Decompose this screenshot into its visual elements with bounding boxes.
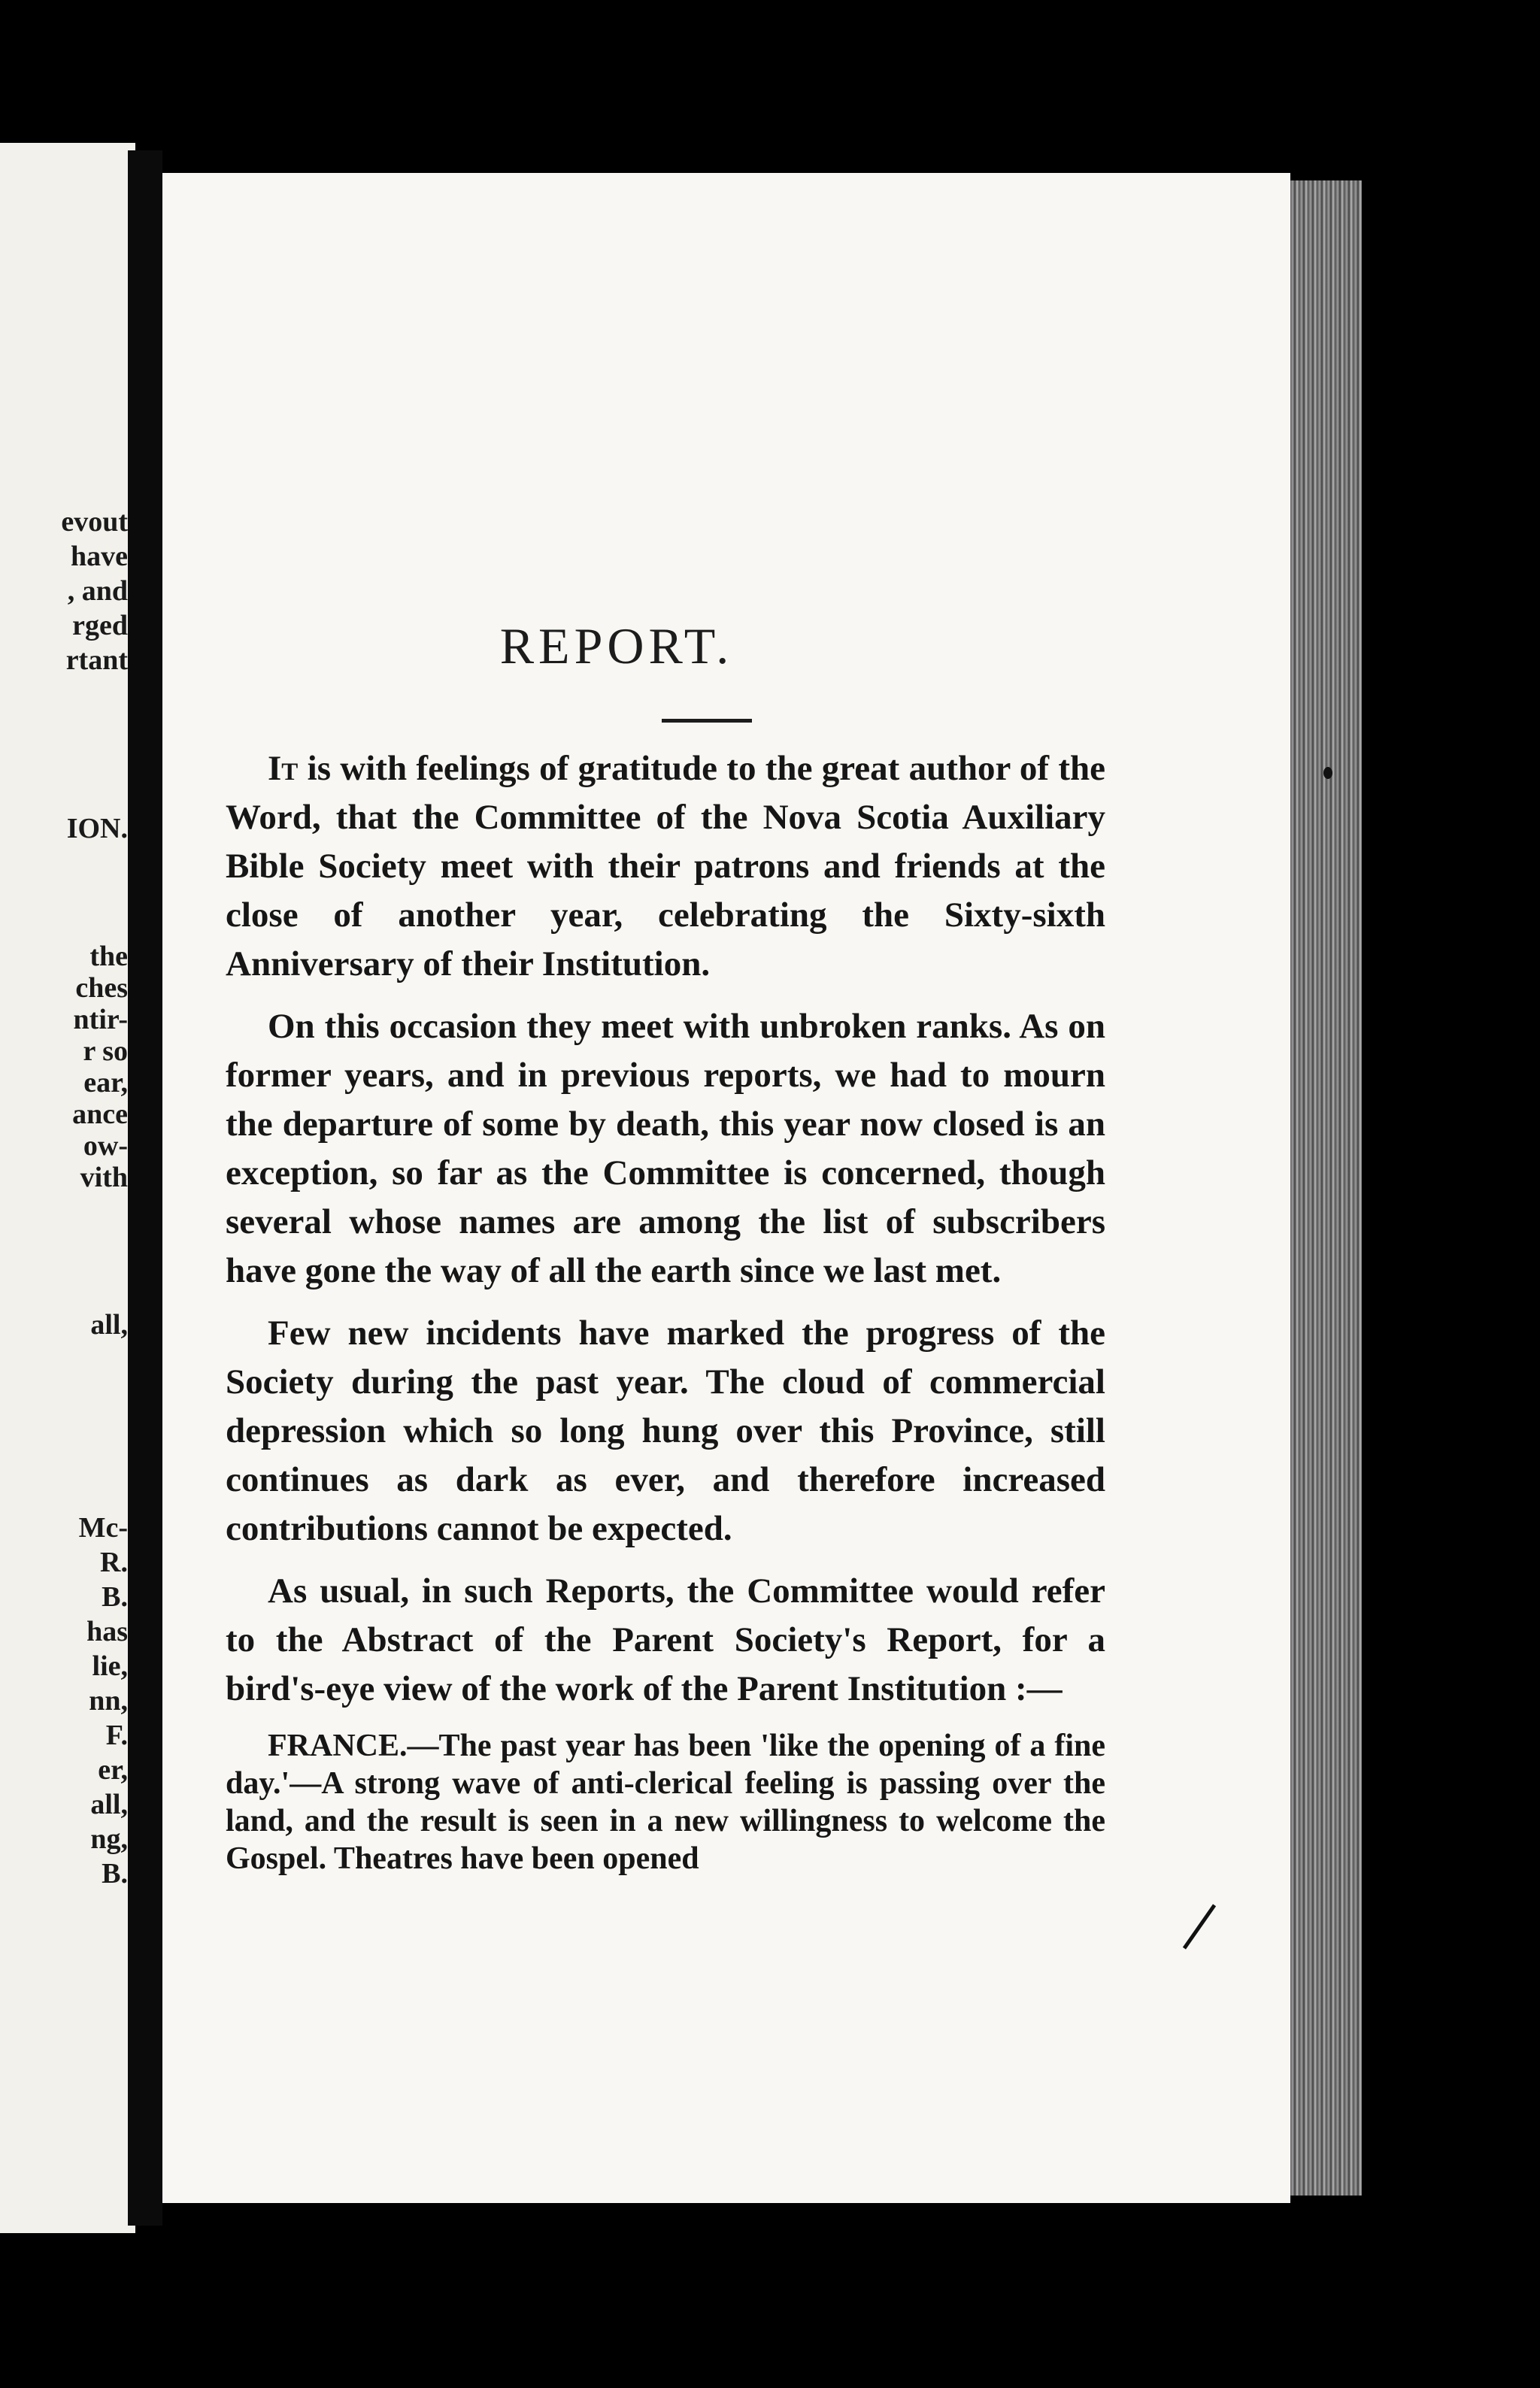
left-page-line: R. [100, 1547, 128, 1578]
left-page-line: lie, [92, 1650, 128, 1682]
left-page-line: rtant [65, 644, 128, 676]
left-page-line: have [71, 541, 128, 572]
left-page-line: the [89, 941, 128, 972]
left-page-fragment [0, 143, 135, 2233]
left-page-line: ches [75, 972, 128, 1004]
title-rule [662, 719, 752, 723]
left-page-line: all, [90, 1789, 128, 1820]
left-page-line: F. [105, 1720, 128, 1751]
page-title: REPORT. [499, 617, 734, 674]
left-page-line: Mc- [78, 1512, 128, 1544]
left-page-line: er, [98, 1754, 128, 1786]
left-page-line: has [86, 1616, 128, 1647]
left-page-line: all, [90, 1309, 128, 1341]
book-gutter [128, 150, 162, 2226]
report-body [226, 744, 1105, 1891]
left-page-line: ow- [83, 1130, 128, 1162]
left-page-line: nn, [89, 1685, 128, 1717]
paragraph-1-lead: It [268, 749, 299, 788]
left-page-line: ance [72, 1099, 128, 1130]
page-edges [1290, 180, 1362, 2196]
left-page-line: , and [67, 575, 128, 607]
left-page-line: B. [102, 1858, 128, 1889]
left-page-line: r so [83, 1035, 128, 1067]
paragraph-4: As usual, in such Reports, the Committee would refer to the Abstract of the Parent Society's Report, for a bird's-eye view of the work of the Parent Institution :— [226, 1571, 1105, 1708]
left-page-line: ntir- [73, 1004, 128, 1035]
left-page-line: ng, [90, 1823, 128, 1855]
paragraph-1-text: is with feelings of gratitude to the great author of the Word, that the Committee of the Nova Scotia Auxiliary Bible Society meet with their patrons and friends at the close of another year, celebrating the Sixty-sixth Anniversary of their Institution. [226, 749, 1105, 983]
left-page-line: evout [61, 506, 128, 538]
paragraph-5 [226, 1727, 1105, 1877]
paragraph-2: On this occasion they meet with unbroken ranks. As on former years, and in previous reports, we had to mourn the departure of some by death, this year now closed is an exception, so far as the Committee is concerned, though several whose names are among the list of subscribers have gone the way of all the earth since we last met. [226, 1007, 1105, 1290]
paragraph-5-lead: FRANCE. [268, 1729, 408, 1763]
left-page-line: ear, [83, 1067, 128, 1099]
paragraph-1 [226, 744, 1105, 989]
left-page-line: B. [102, 1581, 128, 1613]
left-page-line: vith [80, 1162, 128, 1193]
paragraph-3: Few new incidents have marked the progress of the Society during the past year. The cloud of commercial depression which so long hung over this Province, still continues as dark as ever, and therefore increased contributions cannot be expected. [226, 1314, 1105, 1548]
paragraph-5-text: —The past year has been 'like the opening of a fine day.'—A strong wave of anti-clerical feeling is passing over the land, and the result is seen in a new willingness to welcome the Gospel. Theatres have been opened [226, 1729, 1105, 1876]
ink-dot [1323, 767, 1332, 779]
left-page-line: ION. [66, 813, 128, 844]
left-page-line: rged [72, 610, 128, 641]
